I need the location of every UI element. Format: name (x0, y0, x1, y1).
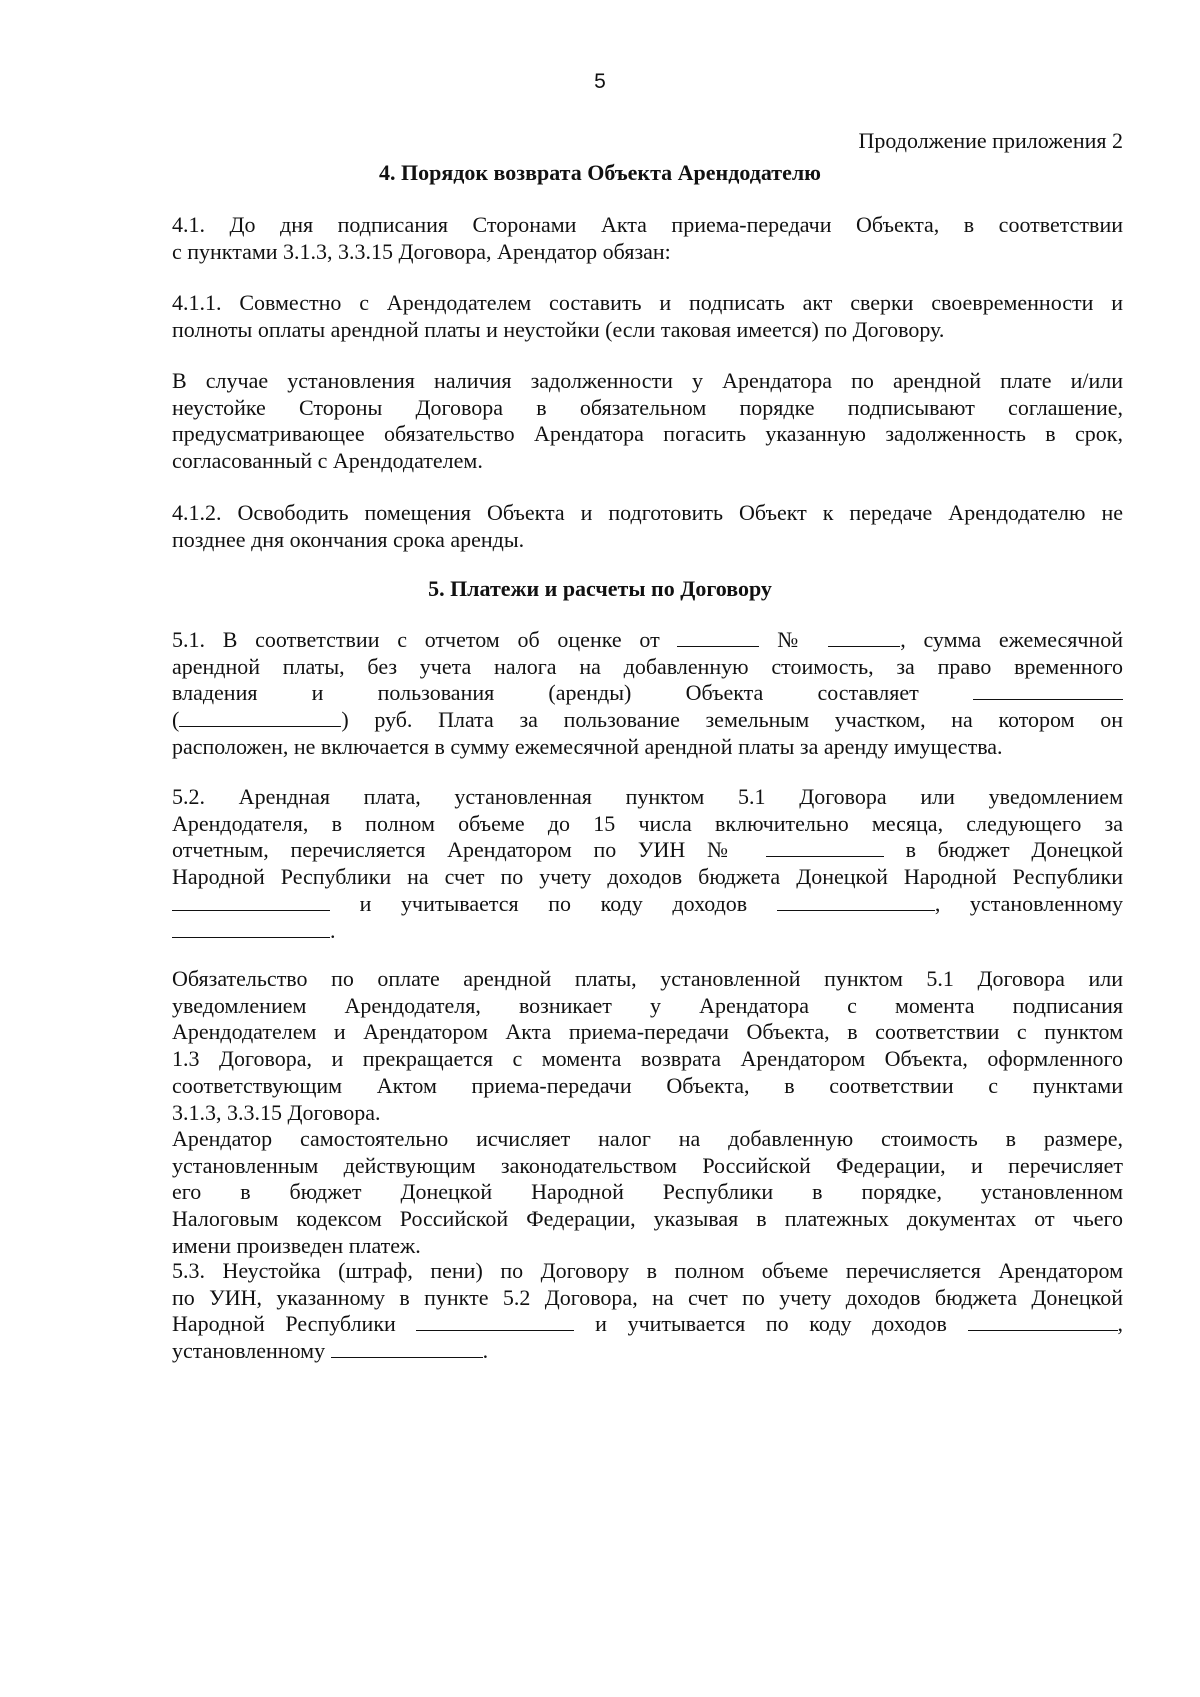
page-number: 5 (594, 70, 606, 93)
paragraph-line: ( ) руб. Плата за пользование земельным участком, на котором он (172, 707, 1123, 733)
paragraph-line: имени произведен платеж. (172, 1232, 421, 1258)
paragraph-line: его в бюджет Донецкой Народной Республики в порядке, установленном (172, 1179, 1123, 1205)
paragraph-line: по УИН, указанному в пункте 5.2 Договора, на счет по учету доходов бюджета Донецкой (172, 1284, 1123, 1310)
paragraph-line: 4.1.2. Освободить помещения Объекта и подготовить Объект к передаче Арендодателю не (172, 500, 1123, 525)
paragraph-debt (172, 368, 1123, 475)
rent-amount-words-blank (179, 725, 341, 727)
income-code-blank (777, 909, 935, 911)
paragraph-line: соответствующим Актом приема-передачи Объекта, в соответствии с пунктами (172, 1072, 1123, 1098)
paragraph-line: уведомлением Арендодателя, возникает у Арендатора с момента подписания (172, 992, 1123, 1018)
paragraph-line: и учитывается по коду доходов , установленному (172, 891, 1123, 918)
paragraph-line: 5.1. В соответствии с отчетом об оценке от № , сумма ежемесячной (172, 627, 1124, 652)
paragraph-line: Арендодателем и Арендатором Акта приема-передачи Объекта, в соответствии с пунктом (172, 1019, 1123, 1045)
paragraph-line: полноты оплаты арендной платы и неустойки (если таковая имеется) по Договору. (172, 316, 945, 342)
date-blank (677, 645, 759, 647)
paragraph-line: владения и пользования (аренды) Объекта составляет (172, 680, 1123, 707)
penalty-income-code-blank (968, 1329, 1118, 1331)
paragraph-5-3 (172, 1258, 1123, 1365)
account-blank (172, 909, 330, 911)
paragraph-line: 3.1.3, 3.3.15 Договора. (172, 1099, 381, 1125)
paragraph-line: позднее дня окончания срока аренды. (172, 526, 525, 552)
paragraph-line: Народной Республики и учитывается по коду доходов , (172, 1311, 1124, 1337)
continuation-note: Продолжение приложения 2 (858, 128, 1123, 153)
paragraph-4-1 (172, 212, 1123, 265)
paragraph-line: расположен, не включается в сумму ежемесячной арендной платы за аренду имущества. (172, 733, 1003, 759)
paragraph-line: 1.3 Договора, и прекращается с момента возврата Арендатором Объекта, оформленного (172, 1046, 1123, 1072)
paragraph-obligation (172, 966, 1123, 1126)
paragraph-line: неустойке Стороны Договора в обязательном порядке подписывают соглашение, (172, 394, 1123, 420)
penalty-account-blank (416, 1329, 574, 1331)
paragraph-line: 5.3. Неустойка (штраф, пени) по Договору в полном объеме перечисляется Арендатором (172, 1258, 1123, 1283)
paragraph-line: отчетным, перечисляется Арендатором по УИН № в бюджет Донецкой (172, 837, 1124, 863)
uin-blank (766, 855, 884, 857)
paragraph-line: предусматривающее обязательство Арендатора погасить указанную задолженность в срок, (172, 421, 1123, 447)
paragraph-5-1 (172, 627, 1123, 761)
paragraph-4-1-1 (172, 290, 1123, 343)
rent-amount-blank (973, 698, 1123, 700)
section-4-heading: 4. Порядок возврата Объекта Арендодателю (379, 160, 821, 185)
paragraph-line: Налоговым кодексом Российской Федерации, указывая в платежных документах от чьего (172, 1206, 1123, 1232)
paragraph-line: арендной платы, без учета налога на добавленную стоимость, за право временного (172, 653, 1123, 679)
paragraph-line: 4.1. До дня подписания Сторонами Акта приема-передачи Объекта, в соответствии (172, 212, 1123, 237)
paragraph-line: В случае установления наличия задолженности у Арендатора по арендной плате и/или (172, 368, 1123, 393)
paragraph-line: согласованный с Арендодателем. (172, 448, 483, 474)
paragraph-line: 4.1.1. Совместно с Арендодателем составить и подписать акт сверки своевременности и (172, 290, 1123, 315)
established-by-blank (172, 936, 330, 938)
paragraph-line: Народной Республики на счет по учету доходов бюджета Донецкой Народной Республики (172, 864, 1123, 890)
paragraph-5-2 (172, 784, 1123, 944)
paragraph-line: . (172, 918, 1123, 945)
report-number-blank (828, 645, 900, 647)
paragraph-vat (172, 1126, 1123, 1260)
section-5-heading: 5. Платежи и расчеты по Договору (428, 576, 772, 601)
paragraph-line: Арендодателя, в полном объеме до 15 числа включительно месяца, следующего за (172, 810, 1123, 836)
paragraph-line: Обязательство по оплате арендной платы, установленной пунктом 5.1 Договора или (172, 966, 1123, 991)
paragraph-line: установленному . (172, 1338, 489, 1364)
penalty-established-by-blank (331, 1356, 483, 1358)
paragraph-line: 5.2. Арендная плата, установленная пунктом 5.1 Договора или уведомлением (172, 784, 1123, 809)
paragraph-line: установленным действующим законодательством Российской Федерации, и перечисляет (172, 1152, 1123, 1178)
paragraph-line: с пунктами 3.1.3, 3.3.15 Договора, Арендатор обязан: (172, 238, 671, 264)
paragraph-4-1-2 (172, 500, 1123, 553)
paragraph-line: Арендатор самостоятельно исчисляет налог на добавленную стоимость в размере, (172, 1126, 1123, 1151)
